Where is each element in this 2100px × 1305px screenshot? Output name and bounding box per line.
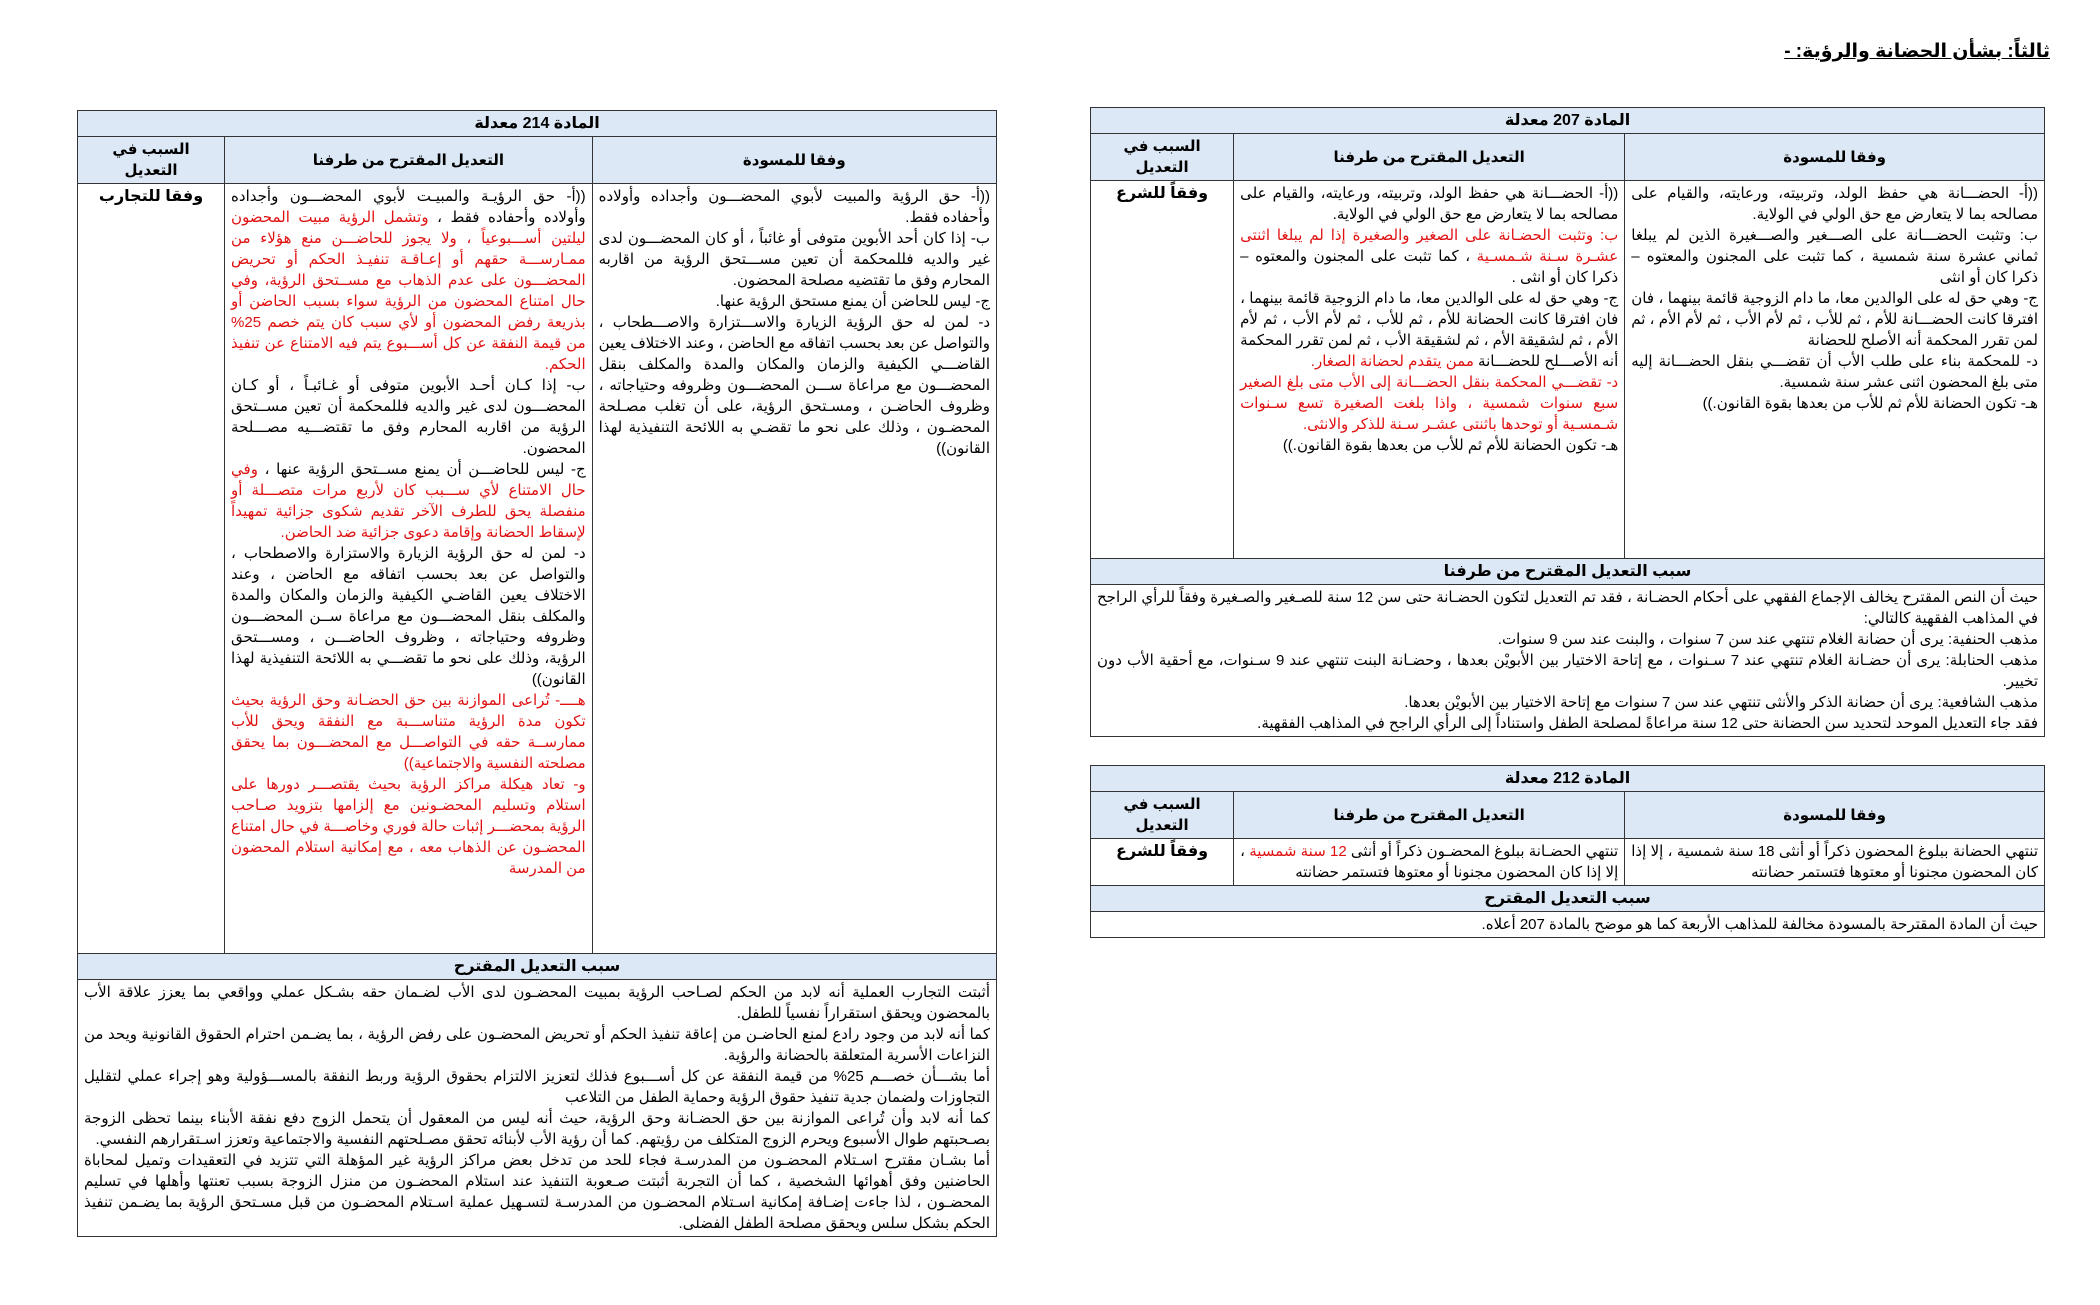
paragraph: مذهب الحنابلة: يرى أن حضـانة الغلام تنتهي عند 7 سـنوات ، مع إتاحة الاختيار بين الأبويْن بعدها ، وحضـانة البنت تنتهي عند 9 سـنوات، مع أحقية الأب دون تخيير. [1097, 652, 2039, 690]
column-header-proposed: التعديل المقترح من طرفنا [1234, 134, 1625, 181]
article-212-title: المادة 212 معدلة [1091, 766, 2045, 792]
text-segment: ، إلا إذا كان المحضون مجنونا أو معتوها فتستمر حضانته [1240, 843, 1619, 881]
text-segment: ج- وهي حق له على الوالدين معا، ما دام الزوجية قائمة بينهما ، فان افترقا كانت الحضانة للأم ، ثم للأب ، ثم لأم الأب ، ثم لأم الأم ، ثم لشقيقة الأم ، ثم لشقيقة الأب ، ثم لمن تقرر المحكمة أنه الأصـــلح للحضـــانة [1240, 290, 1619, 370]
text-segment: ((أ- الحضـــانة هي حفظ الولد، وتربيته، ورعايته، والقيام على مصالحه بما لا يتعارض مع حق الولي في الولاية. [1240, 185, 1619, 223]
article-207-reason-band: سبب التعديل المقترح من طرفنا [1091, 559, 2045, 585]
article-212-draft-cell: تنتهي الحضانة ببلوغ المحضون ذكراً أو أنثى 18 سنة شمسية ، إلا إذا كان المحضون مجنونا أو معتوها فتستمر حضانته [1625, 839, 2045, 886]
column-header-reason: السبب في التعديل [1091, 792, 1234, 839]
column-header-reason: السبب في التعديل [1091, 134, 1234, 181]
article-212-reason-short: وفقاً للشرع [1091, 839, 1234, 886]
text-segment: ب- إذا كـان أحـد الأبوين متوفى أو غـائبـاً ، أو كـان المحضـــون لدى غير والديه فللمحكمة أن تعين مســتحق الرؤية من اقاربه المحارم وفق ما تقتضـــيه مصـــلحة المحضون. [231, 377, 586, 457]
text-segment: د- لمن له حق الرؤية الزيارة والاستزارة والاصطحاب ، والتواصل عن بعد بحسب اتفاقه مع الحاضن ، وعند الاختلاف يعين القاضـي الكيفية والزمان والمكان والمدة والمكلف بنقل المحضـــون مع مراعاة ســن المحضـــون وظروفه وحتياجاته ، وظروف الحاضـــن ، ومســـتحق الرؤية، وذلك على نحو ما تقضـــي به اللائحة التنفيذية لهذا القانون)) [231, 545, 586, 688]
article-212-reason-text: حيث أن المادة المقترحة بالمسودة مخالفة للمذاهب الأربعة كما هو موضح بالمادة 207 أعلاه. [1091, 912, 2045, 938]
paragraph [1240, 225, 1618, 288]
paragraph [231, 774, 586, 879]
paragraph [231, 375, 586, 459]
article-214-proposed-cell [225, 184, 593, 954]
paragraph: أثبتت التجارب العملية أنه لابد من الحكم لصـاحب الرؤية بمبيت المحضـون لدى الأب لضـمان حقه بشـكل عملي وواقعي بما يعزز علاقة الأب بالمحضون ويحقق استقراراً نفسياً للطفل. [84, 984, 990, 1022]
paragraph: د- لمن له حق الرؤية الزيارة والاســـتزارة والاصـــطحاب ، والتواصل عن بعد بحسب اتفاقه مع الحاضن ، وعند الاختلاف يعين القاضـــي الكيفية والزمان والمكان والمدة والمكلف بنقل المحضـــون مع مراعاة ســـن المحضـــون وظروفه وحتياجاته ، وظروف الحاضـن ، ومسـتحق الرؤية، على أن تغلب مصـلحة المحضـون ، وذلك على نحو ما تقضـي به اللائحة التنفيذية لهذا القانون)) [598, 314, 990, 457]
text-segment: ج- ليس للحاضـــن أن يمنع مســتحق الرؤية عنها ، [257, 461, 586, 478]
paragraph: د- للمحكمة بناء على طلب الأب أن تقضـــي بنقل الحضـــانة إليه متى بلغ المحضون اثنى عشر سنة شمسية. [1631, 353, 2038, 391]
paragraph: أما بشـان مقترح اسـتلام المحضـون من المدرسـة فجاء للحد من تدخل بعض مراكز الرؤية غير المؤهلة التي تتزيد في التعقيدات وتميل لمحاباة الحاضنين وفق أهوائها الشخصية ، كما أن التجربة أثبتت صـعوبة التنفيذ عند استلام المحضـون من منزل الزوجة بسبب تعنتها وأهلها في تسليم المحضـون ، لذا جاءت إضـافة إمكانية اسـتلام المحضـون من المدرسـة لتسـهيل عملية اسـتلام المحضـون من قبل مسـتحق الرؤية بما يضـمن تنفيذ الحكم بشكل سلس ويحقق مصلحة الطفل الفضلى. [84, 1152, 990, 1232]
proposed-change-text: ممن يتقدم لحضانة الصغار. [1310, 353, 1474, 370]
paragraph [1240, 288, 1618, 372]
paragraph [1240, 183, 1618, 225]
column-header-draft: وفقا للمسودة [592, 137, 996, 184]
article-214-reason-text [78, 980, 997, 1237]
proposed-change-text: د- تقضـــي المحكمة بنقل الحضـــانة إلى الأب متى بلغ الصغير سبع سنوات شمسية ، واذا بلغت الصغيرة تسع سـنوات شـمسـية أو توحدها باثنتى عشـر سـنة للذكر والانثى. [1240, 374, 1619, 433]
column-header-proposed: التعديل المقترح من طرفنا [225, 137, 593, 184]
page-title: ثالثاً: بشأن الحضانة والرؤية: - [1784, 41, 2050, 62]
text-segment: هـ- تكون الحضانة للأم ثم للأب من بعدها بقوة القانون.)) [1282, 437, 1619, 454]
column-header-draft: وفقا للمسودة [1625, 792, 2045, 839]
paragraph [231, 459, 586, 543]
article-207-table [1090, 107, 2045, 737]
paragraph: ((أ- حق الرؤية والمبيت لأبوي المحضـــون وأجداده وأولاده وأحفاده فقط. [598, 188, 990, 226]
paragraph: فقد جاء التعديل الموحد لتحديد سن الحضانة حتى 12 سنة مراعاةً لمصلحة الطفل واستناداً إلى الرأي الراجح في المذاهب الفقهية. [1257, 715, 2038, 732]
article-214-draft-cell [592, 184, 996, 954]
paragraph: أما بشـــأن خصـــم 25% من قيمة النفقة عن كل أســـبوع فذلك لتعزيز الالتزام بحقوق الرؤية وربط النفقة بالمســـؤولية وهو إجراء عملي لتقليل التجاوزات ولضمان جدية تنفيذ حقوق الرؤية وحماية الطفل من التلاعب [84, 1068, 990, 1106]
proposed-change-text: ب: وتثبت الحضـانة على الصغير والصغيرة إذا لم يبلغا اثنتى عشـرة سـنة شـمسـية [1240, 227, 1619, 265]
paragraph: ج- ليس للحاضن أن يمنع مستحق الرؤية عنها. [715, 293, 990, 310]
proposed-change-text: هــــ- تُراعى الموازنة بين حق الحضـانة وحق الرؤية بحيث تكون مدة الرؤية متناســـبة مع النفقة ويحق للأب ممارســة حقه في التواصـــل مع المحضـــون بما يحقق مصلحته النفسية والاجتماعية)) [231, 692, 586, 772]
paragraph: ب- إذا كان أحد الأبوين متوفى أو غائباً ، أو كان المحضـــون لدى غير والديه فللمحكمة أن تعين مســـتحق الرؤية من اقاربه المحارم وفق ما تقتضيه مصلحة المحضون. [598, 230, 990, 289]
paragraph [1240, 435, 1618, 456]
column-header-draft: وفقا للمسودة [1625, 134, 2045, 181]
paragraph: كما أنه لابد وأن تُراعى الموازنة بين حق الحضـانة وحق الرؤية، حيث أنه ليس من المعقول أن يتحمل الزوج دفع نفقة الأبناء بينما تحظى الزوجة بصـحبتهم طوال الأسبوع ويحرم الزوج المتكلف من رؤيتهم. كما أن رؤية الأب لأبنائه تحقق مصـلحتهم النفسية والاجتماعية وتعزز اسـتقرارهم النفسي. [84, 1110, 990, 1148]
paragraph: ب: وتثبت الحضـــانة على الصـــغير والصـــغيرة الذين لم يبلغا ثماني عشرة سنة شمسية ، كما تثبت على المجنون والمعتوه – ذكرا كان أو انثى [1631, 227, 2038, 286]
paragraph [231, 186, 586, 375]
text-segment: تنتهي الحضـانة ببلوغ المحضـون ذكراً أو أنثى [1346, 843, 1619, 860]
article-207-reason-short: وفقاً للشرع [1091, 181, 1234, 559]
article-214-reason-short: وفقا للتجارب [78, 184, 225, 954]
paragraph: حيث أن النص المقترح يخالف الإجماع الفقهي على أحكام الحضـانة ، فقد تم التعديل لتكون الحضـانة حتى سن 12 سنة للصـغير والصـغيرة وفقاً للرأي الراجح في المذاهب الفقهية كالتالي: [1097, 589, 2038, 627]
paragraph [1240, 372, 1618, 435]
article-214-reason-band: سبب التعديل المقترح [78, 954, 997, 980]
column-header-proposed: التعديل المقترح من طرفنا [1234, 792, 1625, 839]
text-segment: ، كما تثبت على المجنون والمعتوه – ذكرا كان أو انثى . [1240, 248, 1619, 286]
paragraph: ج- وهي حق له على الوالدين معا، ما دام الزوجية قائمة بينهما ، فان افترقا كانت الحضـــانة للأم ، ثم للأب ، ثم لأم الأب ، ثم لأم الأم ، ثم لمن تقرر المحكمة أنه الأصلح للحضانة [1631, 290, 2038, 349]
paragraph: هـ- تكون الحضانة للأم ثم للأب من بعدها بقوة القانون.)) [1702, 395, 2038, 412]
paragraph: ((أ- الحضـــانة هي حفظ الولد، وتربيته، ورعايته، والقيام على مصالحه بما لا يتعارض مع حق الولي في الولاية. [1631, 185, 2038, 223]
proposed-change-text: وتشمل الرؤية مبيت المحضون ليلتين أســـبوعياً ، ولا يجوز للحاضـــن منع هؤلاء من ممـارســـة حقهم أو إعـاقـة تنفيـذ الحكم أو تحريض المحضـــون على عدم الذهاب مع مســتحق الرؤية، وفي حال امتناع المحضون من الرؤية سواء بسبب الحاضن أو بذريعة رفض المحضون أو لأي سبب كان يتم خصم 25% من قيمة النفقة عن كل أســـبوع يتم فيه الامتناع عن تنفيذ الحكم. [231, 209, 586, 373]
proposed-change-text: وفي حال الامتناع لأي ســـبب كان لأربع مرات متصـــلة أو منفصلة يحق للطرف الآخر تقديم شكوى جزائية تمهيداً لإسقاط الحضانة وإقامة دعوى جزائية ضد الحاضن. [231, 461, 586, 541]
paragraph: مذهب الحنفية: يرى أن حضانة الغلام تنتهي عند سن 7 سنوات ، والبنت عند سن 9 سنوات. [1497, 631, 2038, 648]
paragraph: مذهب الشافعية: يرى أن حضانة الذكر والأنثى تنتهي عند سن 7 سنوات مع إتاحة الاختيار بين الأبويْن بعدها. [1404, 694, 2038, 711]
article-212-reason-band: سبب التعديل المقترح [1091, 886, 2045, 912]
proposed-change-text: و- تعاد هيكلة مراكز الرؤية بحيث يقتصـــر دورها على استلام وتسليم المحضـونين مع إلزامها بتزويد صـاحب الرؤية بمحضـــر إثبات حالة فوري وخاصـــة في حال امتناع المحضـون عن الذهاب معه ، مع إمكانية استلام المحضون من المدرسة [231, 776, 586, 877]
column-header-reason: السبب في التعديل [78, 137, 225, 184]
article-207-draft-cell [1625, 181, 2045, 559]
proposed-change-text: 12 سنة شمسية [1249, 843, 1347, 860]
paragraph: كما أنه لابد من وجود رادع لمنع الحاضـن من إعاقة تنفيذ الحكم أو تحريض المحضـون على رفض الرؤية ، بما يضـمن احترام الحقوق القانونية ويحد من النزاعات الأسرية المتعلقة بالحضانة والرؤية. [84, 1026, 990, 1064]
paragraph [231, 690, 586, 774]
article-212-table [1090, 765, 2045, 938]
text-segment: ((أ- حق الرؤيـة والمبيـت لأبوي المحضـــون وأجداده وأولاده وأحفاده فقط ، [231, 188, 586, 226]
article-214-table [77, 110, 997, 1237]
article-207-reason-text [1091, 585, 2045, 737]
article-207-title: المادة 207 معدلة [1091, 108, 2045, 134]
article-214-title: المادة 214 معدلة [78, 111, 997, 137]
paragraph [231, 543, 586, 690]
article-207-proposed-cell [1234, 181, 1625, 559]
article-212-proposed-cell [1234, 839, 1625, 886]
